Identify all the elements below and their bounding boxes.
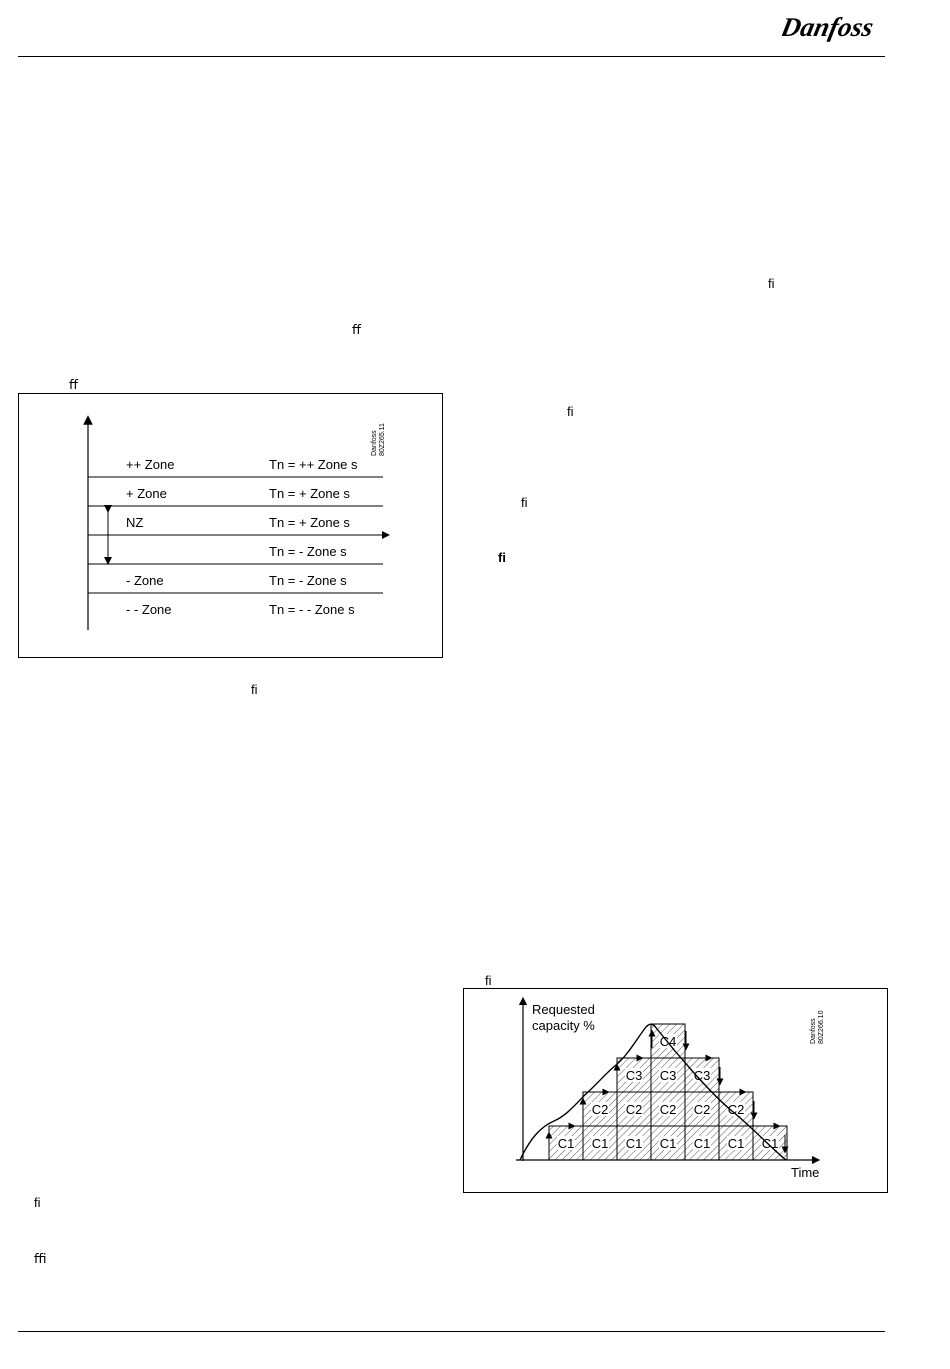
footer-rule [18,1331,885,1332]
compressor-label: C1 [659,1136,677,1151]
zone-label: - Zone [126,573,164,588]
text-fragment: ﬁ [251,682,258,697]
danfoss-logo [782,6,882,46]
zone-time-label: Tn = - Zone s [269,544,347,559]
y-axis-label: Requested [532,1002,595,1017]
compressor-label: C1 [727,1136,745,1151]
svg-text:Danfoss: Danfoss [782,12,877,42]
text-fragment: ﬁ [34,1195,41,1210]
text-fragment: ﬁ [768,276,775,291]
compressor-label: C3 [625,1068,643,1083]
compressor-label: C2 [693,1102,711,1117]
zone-diagram [18,393,443,658]
compressor-label: C3 [693,1068,711,1083]
compressor-label: C4 [659,1034,677,1049]
ref-code: 80Z265.11 [379,423,386,456]
compressor-label: C2 [659,1102,677,1117]
header-rule [18,56,885,57]
compressor-label: C1 [591,1136,609,1151]
compressor-label: C1 [693,1136,711,1151]
zone-time-label: Tn = - - Zone s [269,602,355,617]
compressor-label: C3 [659,1068,677,1083]
compressor-label: C1 [761,1136,779,1151]
zone-time-label: Tn = + Zone s [269,486,350,501]
text-fragment: ﬃ [34,1251,47,1266]
compressor-label: C2 [727,1102,745,1117]
compressor-label: C2 [625,1102,643,1117]
ref-code: 80Z266.10 [818,1010,825,1044]
text-fragment: ﬁ [567,404,574,419]
compressor-label: C1 [557,1136,575,1151]
figure-caption-fragment: ﬁ [485,973,492,988]
capacity-diagram [463,988,888,1193]
zone-label: - - Zone [126,602,172,617]
zone-label: NZ [126,515,144,530]
zone-label: + Zone [126,486,167,501]
zone-label: ++ Zone [126,457,175,472]
zone-time-label: Tn = + Zone s [269,515,350,530]
zone-time-label: Tn = - Zone s [269,573,347,588]
figure-caption-fragment: ﬀ [69,377,78,392]
compressor-label: C2 [591,1102,609,1117]
text-fragment: ﬁ [521,495,528,510]
y-axis-label: capacity % [532,1018,595,1033]
ref-code: Danfoss [810,1018,817,1044]
heading-fragment: ﬁ [498,550,506,565]
x-axis-label: Time [791,1165,820,1180]
ref-code: Danfoss [371,430,378,456]
text-fragment: ﬀ [352,322,361,337]
compressor-label: C1 [625,1136,643,1151]
zone-time-label: Tn = ++ Zone s [269,457,358,472]
